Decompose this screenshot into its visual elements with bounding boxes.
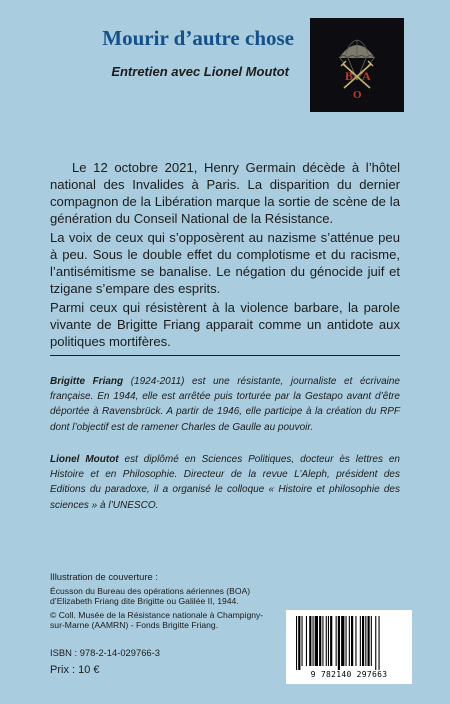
credits-heading: Illustration de couverture : xyxy=(50,571,158,582)
bio-lionel-moutot: Lionel Moutot est diplômé en Sciences Politiques, docteur ès lettres en Histoire et en Philosophie. Directeur de la revue L’Aleph, président des Editions du paradoxe, il a organisé le colloque « Histoire et philosophie des sciences » à l’UNESCO. xyxy=(50,454,400,511)
summary-paragraph-3: Parmi ceux qui résistèrent à la violence barbare, la parole vivante de Brigitte Friang apparait comme un antidote aux politiques mortifères. xyxy=(50,300,400,349)
price: Prix : 10 € xyxy=(50,664,100,676)
bio-name-moutot: Lionel Moutot xyxy=(50,454,119,465)
isbn: ISBN : 978-2-14-029766-3 xyxy=(50,647,160,658)
emblem-letter-a: A xyxy=(362,69,371,83)
section-divider xyxy=(50,355,400,356)
cover-credits xyxy=(50,572,270,634)
bio-name-friang: Brigitte Friang xyxy=(50,376,124,387)
book-subtitle: Entretien avec Lionel Moutot xyxy=(111,64,289,79)
bio-brigitte-friang: Brigitte Friang (1924-2011) est une résistante, journaliste et écrivaine française. En 1944, elle est arrêtée puis torturée par la Gestapo avant d’être déportée à Ravensbrück. A partir de 1946, elle participe à la création du RPF dont l’objectif est de ramener Charles de Gaulle au pouvoir. xyxy=(50,376,400,433)
emblem-letter-b: B xyxy=(345,69,354,83)
summary-paragraph-1: Le 12 octobre 2021, Henry Germain décède à l’hôtel national des Invalides à Paris. La disparition du dernier compagnon de la Libération marque la sortie de scène de la génération du Conseil National de la Résistance. xyxy=(50,160,400,226)
summary-paragraph-2: La voix de ceux qui s’opposèrent au nazisme s’atténue peu à peu. Sous le double effet du complotisme et du racisme, l’antisémitisme se banalise. Le négation du génocide juif et tzigane s’empare des esprits. xyxy=(50,230,400,296)
credits-line-2: © Coll. Musée de la Résistance nationale à Champigny-sur-Marne (AAMRN) - Fonds Brigitte Friang. xyxy=(50,609,264,631)
book-title: Mourir d’autre chose xyxy=(102,26,294,50)
barcode xyxy=(286,610,412,684)
credits-line-1: Écusson du Bureau des opérations aériennes (BOA) d’Elizabeth Friang dite Brigitte ou Galilée II, 1944. xyxy=(50,585,251,607)
barcode-bars-icon xyxy=(286,610,412,670)
barcode-digits: 9 782140 297663 xyxy=(310,670,388,679)
emblem-letter-o: O xyxy=(353,89,362,101)
boa-emblem xyxy=(310,18,404,112)
parachute-insignia-icon xyxy=(310,18,404,112)
